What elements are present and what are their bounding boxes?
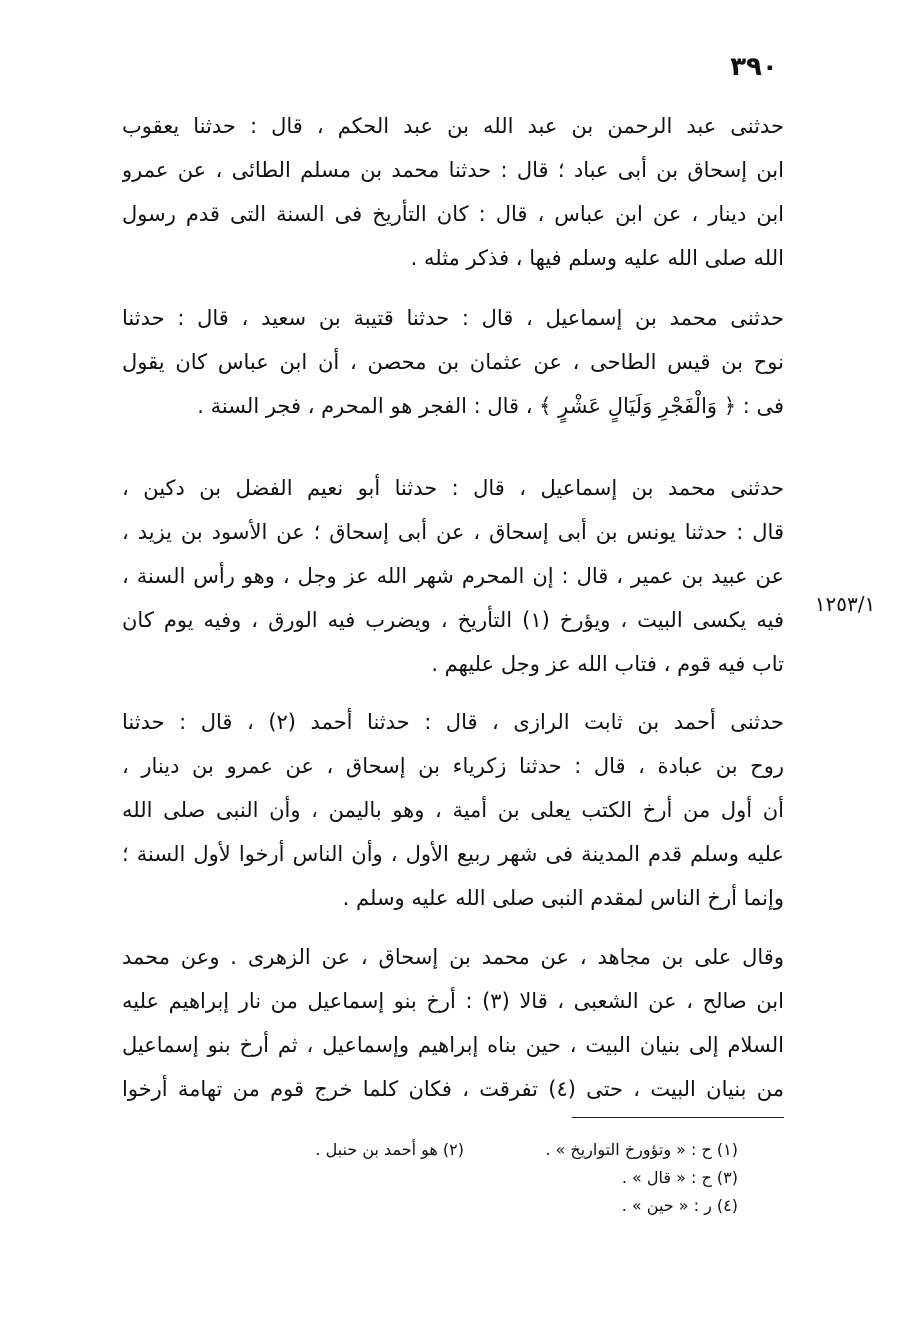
text-line: حدثنى محمد بن إسماعيل ، قال : حدثنا أبو نعيم الفضل بن دكين ، [122,476,784,500]
footnote-3: (٣) ح : « قال » . [621,1168,738,1187]
text-line: من بنيان البيت ، حتى (٤) تفرقت ، فكان كلما خرج قوم من تهامة أرخوا [122,1077,784,1101]
footnote-1: (١) ح : « وتؤورخ التواريخ » . [545,1140,738,1159]
page-number: ٣٩٠ [730,52,778,82]
text-line: قال : حدثنا يونس بن أبى إسحاق ، عن أبى إسحاق ؛ عن الأسود بن يزيد ، [122,520,784,544]
text-line: نوح بن قيس الطاحى ، عن عثمان بن محصن ، أن ابن عباس كان يقول [122,350,784,374]
paragraph-5 [122,935,784,1111]
text-line: حدثنى أحمد بن ثابت الرازى ، قال : حدثنا أحمد (٢) ، قال : حدثنا [122,710,784,734]
text-line: ابن دينار ، عن ابن عباس ، قال : كان التأريخ فى السنة التى قدم رسول [122,202,784,226]
text-line: ابن إسحاق بن أبى عباد ؛ قال : حدثنا محمد بن مسلم الطائى ، عن عمرو [122,158,784,182]
text-line: تاب فيه قوم ، فتاب الله عز وجل عليهم . [431,652,784,676]
text-line: أن أول من أرخ الكتب يعلى بن أمية ، وهو باليمن ، وأن النبى صلى الله [122,798,784,822]
paragraph-1 [122,104,784,280]
text-line: وقال على بن مجاهد ، عن محمد بن إسحاق ، عن الزهرى . وعن محمد [122,945,784,969]
footnote-4: (٤) ر : « حين » . [621,1196,738,1215]
paragraph-2 [122,296,784,428]
footnote-divider [572,1117,784,1118]
text-line: ابن صالح ، عن الشعبى ، قالا (٣) : أرخ بنو إسماعيل من نار إبراهيم عليه [122,989,784,1013]
text-line: الله صلى الله عليه وسلم فيها ، فذكر مثله . [410,246,784,270]
text-line: روح بن عبادة ، قال : حدثنا زكرياء بن إسحاق ، عن عمرو بن دينار ، [122,754,784,778]
text-line: حدثنى محمد بن إسماعيل ، قال : حدثنا قتيبة بن سعيد ، قال : حدثنا [122,306,784,330]
text-line: فى : ﴿ وَالْفَجْرِ وَلَيَالٍ عَشْرٍ ﴾ ، قال : الفجر هو المحرم ، فجر السنة . [197,394,784,418]
text-line: السلام إلى بنيان البيت ، حين بناه إبراهيم وإسماعيل ، ثم أرخ بنو إسماعيل [122,1033,784,1057]
margin-reference-number: ١٢٥٣/١ [814,592,876,616]
text-line: وإنما أرخ الناس لمقدم النبى صلى الله عليه وسلم . [342,886,784,910]
paragraph-4 [122,700,784,920]
text-line: عن عبيد بن عمير ، قال : إن المحرم شهر الله عز وجل ، وهو رأس السنة ، [122,564,784,588]
text-line: حدثنى عبد الرحمن بن عبد الله بن عبد الحكم ، قال : حدثنا يعقوب [122,114,784,138]
paragraph-3 [122,466,784,686]
text-line: عليه وسلم قدم المدينة فى شهر ربيع الأول ، وأن الناس أرخوا لأول السنة ؛ [122,842,784,866]
text-line: فيه يكسى البيت ، ويؤرخ (١) التأريخ ، ويضرب فيه الورق ، وفيه يوم كان [122,608,784,632]
footnote-2: (٢) هو أحمد بن حنبل . [315,1140,464,1159]
